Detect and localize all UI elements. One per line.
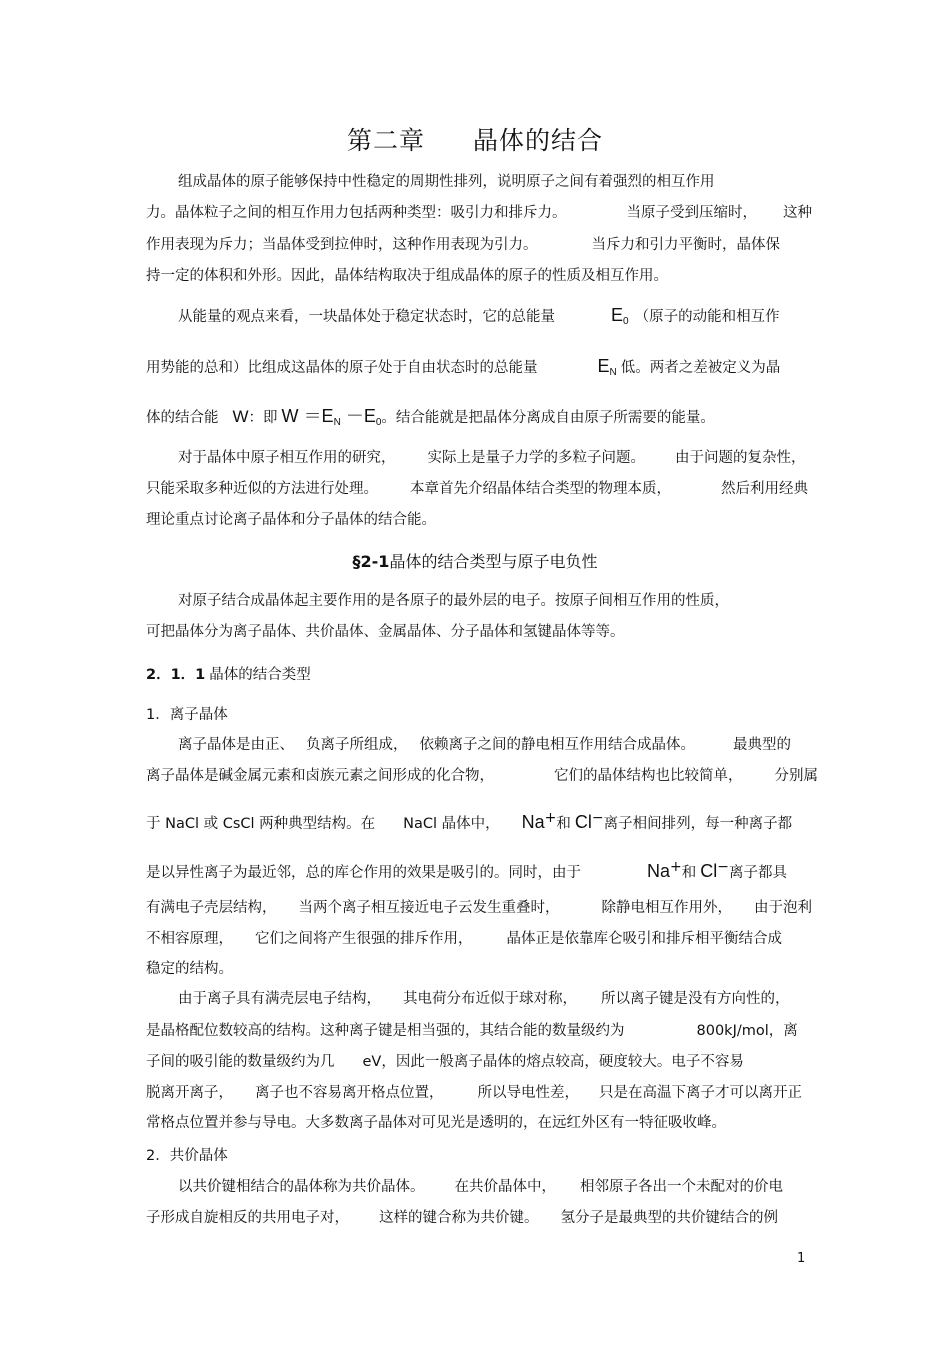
intro-p1-line1: 组成晶体的原子能够保持中性稳定的周期性排列，说明原子之间有着强烈的相互作用 bbox=[178, 174, 715, 190]
intro-p1-line3: 作用表现为斥力；当晶体受到拉伸时，这种作用表现为引力。 当斥力和引力平衡时，晶体保 bbox=[146, 237, 780, 253]
ionic-heading: 1．离子晶体 bbox=[146, 707, 228, 723]
intro-p2-line1: 从能量的观点来看，一块晶体处于稳定状态时，它的总能量 $E_0$ （原子的动能和相互作 bbox=[178, 305, 780, 327]
intro-p3-line2: 只能采取多种近似的方法进行处理。 本章首先介绍晶体结合类型的物理本质， 然后利用经典 bbox=[146, 481, 808, 497]
chapter-number: 第二章 bbox=[346, 126, 425, 155]
ionic-p1-line5: 有满电子壳层结构， 当两个离子相互接近电子云发生重叠时， 除静电相互作用外， 由于泡利 bbox=[146, 900, 812, 916]
intro-p3-line1: 对于晶体中原子相互作用的研究， 实际上是量子力学的多粒子问题。 由于问题的复杂性， bbox=[178, 450, 806, 466]
covalent-p1-line1: 以共价键相结合的晶体称为共价晶体。 在共价晶体中， 相邻原子各出一个未配对的价电 bbox=[178, 1179, 783, 1195]
covalent-p1-line2: 子形成自旋相反的共用电子对， 这样的键合称为共价键。 氢分子是最典型的共价键结合的例 bbox=[146, 1210, 778, 1226]
ionic-p2-line5: 常格点位置并参与导电。大多数离子晶体对可见光是透明的，在远红外区有一特征吸收峰。 bbox=[146, 1115, 726, 1131]
intro-p2-line3: 体的结合能 W：即 $W =E_N -E_0$。结合能就是把晶体分离成自由原子所需要的能量。 bbox=[146, 406, 715, 428]
binding-energy-equation: $W =E_N -E_0$ bbox=[281, 406, 382, 428]
covalent-heading: 2．共价晶体 bbox=[146, 1148, 228, 1164]
ionic-p2-line1: 由于离子具有满壳层电子结构， 其电荷分布近似于球对称， 所以离子键是没有方向性的， bbox=[178, 991, 790, 1007]
free-energy-symbol: $E_N$ bbox=[597, 356, 617, 378]
ionic-p1-line7: 稳定的结构。 bbox=[146, 961, 233, 977]
ionic-p2-line3: 子间的吸引能的数量级约为几 eV，因此一般离子晶体的熔点较高，硬度较大。电子不容易 bbox=[146, 1054, 744, 1070]
intro-p1-line4: 持一定的体积和外形。因此，晶体结构取决于组成晶体的原子的性质及相互作用。 bbox=[146, 268, 668, 284]
intro-p1-line2: 力。晶体粒子之间的相互作用力包括两种类型：吸引力和排斥力。 当原子受到压缩时， 这种 bbox=[146, 205, 812, 221]
chapter-title bbox=[0, 124, 950, 158]
subsection-heading: 2．1．1 晶体的结合类型 bbox=[146, 667, 311, 683]
ionic-p2-line2: 是晶格配位数较高的结构。这种离子键是相当强的，其结合能的数量级约为 800kJ/mol，离 bbox=[146, 1023, 798, 1039]
section-intro-line2: 可把晶体分为离子晶体、共价晶体、金属晶体、分子晶体和氢键晶体等等。 bbox=[146, 624, 625, 640]
ionic-p1-line4: 是以异性离子为最近邻，总的库仑作用的效果是吸引的。同时，由于 Na+和 Cl−离子都具 bbox=[146, 859, 787, 881]
page-number: 1 bbox=[797, 1251, 806, 1266]
section-heading: §2-1晶体的结合类型与原子电负性 bbox=[352, 552, 598, 571]
intro-p2-line2: 用势能的总和）比组成这晶体的原子处于自由状态时的总能量 $E_N$ 低。两者之差被定义为晶 bbox=[146, 356, 781, 378]
ionic-p1-line2: 离子晶体是碱金属元素和卤族元素之间形成的化合物， 它们的晶体结构也比较简单， 分别属 bbox=[146, 768, 818, 784]
intro-p3-line3: 理论重点讨论离子晶体和分子晶体的结合能。 bbox=[146, 512, 436, 528]
total-energy-symbol: $E_0$ bbox=[611, 305, 629, 327]
ionic-p1-line1: 离子晶体是由正、 负离子所组成， 依赖离子之间的静电相互作用结合成晶体。 最典型的 bbox=[178, 737, 791, 753]
ionic-p2-line4: 脱离开离子， 离子也不容易离开格点位置， 所以导电性差， 只是在高温下离子才可以离开正 bbox=[146, 1085, 802, 1101]
ionic-p1-line3: 于 NaCl 或 CsCl 两种典型结构。在 NaCl 晶体中， Na+和 Cl−离子相间排列，每一种离子都 bbox=[146, 810, 793, 832]
chapter-name: 晶体的结合 bbox=[473, 126, 604, 155]
ionic-p1-line6: 不相容原理， 它们之间将产生很强的排斥作用， 晶体正是依靠库仑吸引和排斥相平衡结合成 bbox=[146, 931, 782, 947]
section-intro-line1: 对原子结合成晶体起主要作用的是各原子的最外层的电子。按原子间相互作用的性质， bbox=[178, 593, 729, 609]
